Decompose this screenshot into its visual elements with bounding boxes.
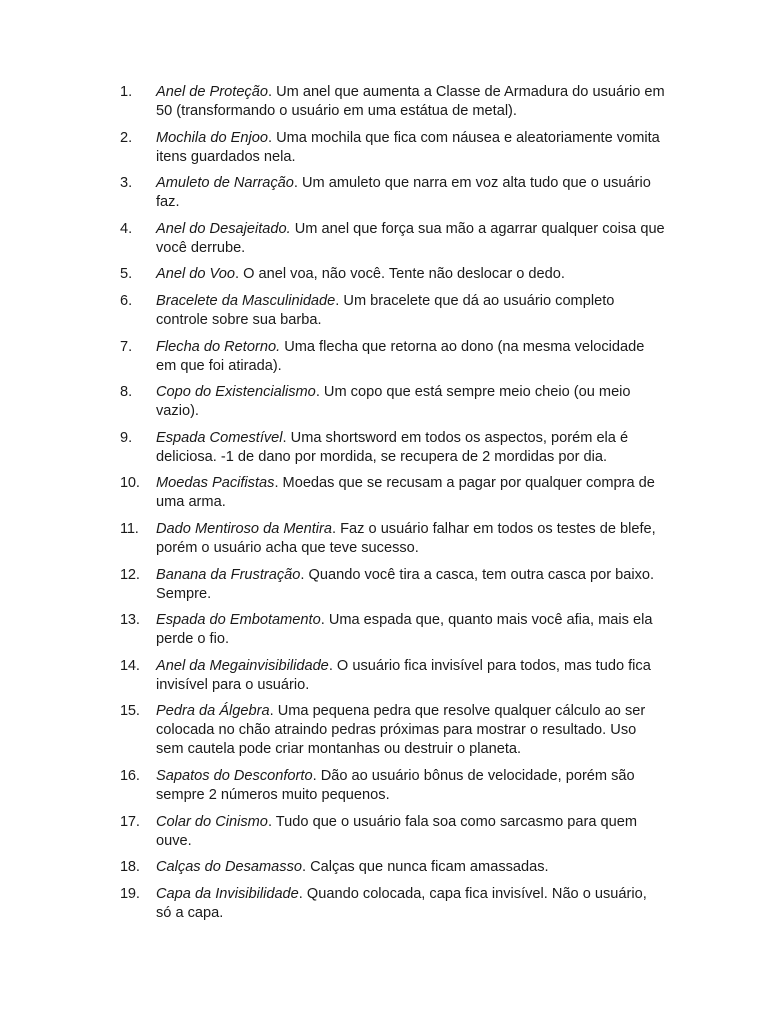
item-name: Espada do Embotamento [156,612,321,629]
item-name: Capa da Invisibilidade [156,885,299,902]
item-description: Dão ao usuário bônus de velocidade, porém são sempre 2 números muito pequenos. [156,767,635,803]
item-number: 10. [120,475,140,492]
item-name: Mochila do Enjoo [156,129,268,146]
item-description: Moedas que se recusam a pagar por qualquer compra de uma arma. [156,475,655,511]
item-name: Dado Mentiroso da Mentira [156,520,333,537]
item-number: 3. [120,175,133,192]
list-item [120,767,665,805]
item-name: Anel do Voo [156,266,235,283]
item-number: 1. [120,84,133,100]
item-separator: . [267,813,276,830]
item-description: Quando colocada, capa fica invisível. Não o usuário, só a capa. [156,885,647,921]
list-item [120,129,665,167]
list-item [120,885,665,923]
list-item [120,611,665,649]
item-number: 4. [120,220,133,237]
item-number: 11. [120,520,139,537]
item-description: Um anel que aumenta a Classe de Armadura do usuário em 50 (transformando o usuário em uma estátua de metal). [156,84,665,119]
item-number: 9. [120,429,133,446]
item-number: 7. [120,338,133,355]
item-name: Copo do Existencialismo [156,384,316,401]
item-description: Um copo que está sempre meio cheio (ou meio vazio). [156,384,631,420]
item-number: 2. [120,129,133,146]
item-separator: . [302,859,311,876]
item-name: Colar do Cinismo [156,813,268,830]
list-item [120,858,665,877]
item-separator: . [298,885,307,902]
item-separator: . [282,429,291,446]
item-separator: . [332,520,341,537]
item-name: Espada Comestível [156,429,283,446]
list-item [120,520,665,558]
item-name: Bracelete da Masculinidade [156,292,336,309]
list-item [120,813,665,851]
item-content [156,292,665,330]
list-item [120,657,665,695]
item-separator: . [274,475,283,492]
item-separator: . [269,703,278,720]
item-description: Uma pequena pedra que resolve qualquer cálculo ao ser colocada no chão atraindo pedras próximas para mostrar o resultado. Uso sem cautela pode criar montanhas ou destruir o planeta. [156,703,646,758]
item-separator: . [335,292,344,309]
item-number: 17. [120,813,140,830]
item-separator: . [293,175,303,192]
item-content [156,474,665,512]
item-content [156,429,665,467]
item-content [156,383,665,421]
item-content [156,220,665,258]
item-content [156,657,665,695]
item-separator: . [328,657,337,674]
item-content [156,702,665,759]
item-name: Sapatos do Desconforto [156,767,313,784]
list-item [120,474,665,512]
item-name: Banana da Frustração [156,566,301,583]
item-separator: . [267,129,277,146]
item-content [156,83,665,121]
item-number: 16. [120,767,140,784]
item-name: Anel do Desajeitado. [156,220,291,237]
item-number: 14. [120,657,140,674]
item-description: O anel voa, não você. Tente não deslocar o dedo. [243,266,565,283]
item-description: Tudo que o usuário fala soa como sarcasmo para quem ouve. [156,813,638,849]
item-number: 15. [120,703,140,720]
item-separator: . [300,566,309,583]
item-number: 5. [120,266,133,283]
item-separator: . [267,84,277,100]
list-item [120,566,665,604]
item-content [156,566,665,604]
item-number: 12. [120,566,140,583]
item-number: 18. [120,859,140,876]
item-content [156,129,665,167]
list-item [120,429,665,467]
item-description: Faz o usuário falhar em todos os testes de blefe, porém o usuário acha que teve sucesso. [156,520,656,556]
item-description: Um amuleto que narra em voz alta tudo que o usuário faz. [156,175,651,211]
item-separator: . [234,266,244,283]
item-number: 19. [120,885,140,902]
item-name: Moedas Pacifistas [156,475,275,492]
list-item [120,265,665,284]
item-description: Uma espada que, quanto mais você afia, mais ela perde o fio. [156,612,653,648]
item-content [156,858,665,877]
item-separator: . [315,384,324,401]
item-content [156,338,665,376]
item-description: Uma shortsword em todos os aspectos, porém ela é deliciosa. -1 de dano por mordida, se recupera de 2 mordidas por dia. [156,429,629,465]
item-content [156,520,665,558]
list-item [120,174,665,212]
list-item [120,220,665,258]
magic-items-list [120,83,665,930]
item-description: Quando você tira a casca, tem outra casca por baixo. Sempre. [156,566,655,602]
item-content [156,813,665,851]
item-name: Flecha do Retorno. [156,338,281,355]
item-description: Calças que nunca ficam amassadas. [310,859,549,876]
list-item [120,292,665,330]
item-content [156,265,665,284]
item-content [156,767,665,805]
item-number: 6. [120,292,133,309]
item-separator: . [312,767,321,784]
item-name: Anel de Proteção [156,84,268,100]
list-item [120,83,665,121]
list-item [120,702,665,759]
item-description: Uma mochila que fica com náusea e aleatoriamente vomita itens guardados nela. [156,129,660,165]
item-description: O usuário fica invisível para todos, mas tudo fica invisível para o usuário. [156,657,651,693]
item-separator: . [320,612,329,629]
item-name: Calças do Desamasso [156,859,303,876]
item-content [156,174,665,212]
item-number: 8. [120,384,133,401]
item-description: Uma flecha que retorna ao dono (na mesma velocidade em que foi atirada). [156,338,645,374]
item-name: Anel da Megainvisibilidade [156,657,329,674]
item-content [156,885,665,923]
list-item [120,383,665,421]
item-description: Um anel que força sua mão a agarrar qualquer coisa que você derrube. [156,220,665,256]
item-content [156,611,665,649]
item-description: Um bracelete que dá ao usuário completo controle sobre sua barba. [156,292,615,328]
item-name: Pedra da Álgebra [156,703,270,720]
list-item [120,338,665,376]
item-number: 13. [120,612,140,629]
item-name: Amuleto de Narração [156,175,294,192]
